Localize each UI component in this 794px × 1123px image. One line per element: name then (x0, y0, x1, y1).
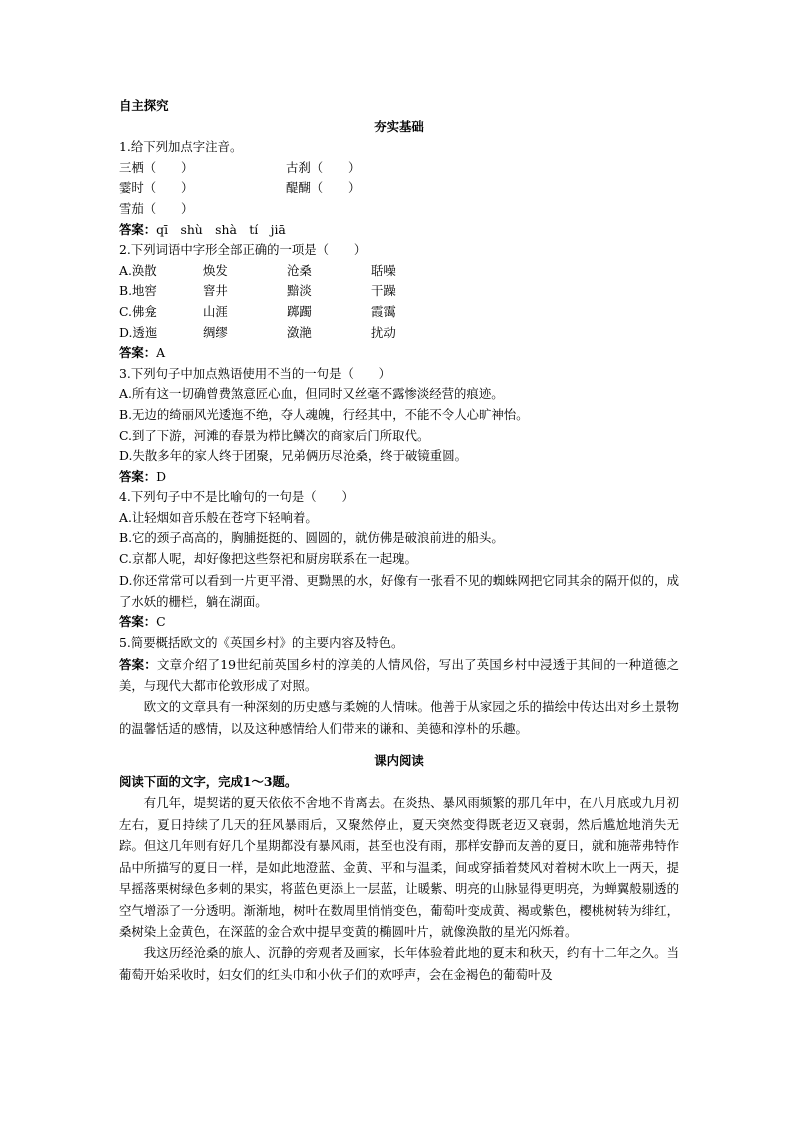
q1-item: 古刹（ ） (286, 159, 361, 175)
q4-option: D.你还常常可以看到一片更平滑、更黝黑的水，好像有一张看不见的蜘蛛网把它同其余的隔开似的，成了水妖的栅栏，躺在湖面。 (119, 572, 679, 610)
reading-paragraph: 我这历经沧桑的旅人、沉静的旁观者及画家，长年体验着此地的夏末和秋天，约有十二年之久。当葡萄开始采收时，妇女们的红头巾和小伙子们的欢呼声，会在金褐色的葡萄叶及 (119, 945, 679, 982)
subsection-title: 夯实基础 (374, 118, 424, 134)
q1-row (119, 178, 679, 199)
q2-stem: 2.下列词语中字形全部正确的一项是（ ） (119, 242, 367, 258)
option-word: 霞霭 (371, 303, 396, 319)
q2-option (119, 261, 679, 282)
q3-option: D.失散多年的家人终于团聚，兄弟俩历尽沧桑，终于破镜重圆。 (119, 448, 467, 464)
q3-stem: 3.下列句子中加点熟语使用不当的一句是（ ） (119, 365, 392, 381)
q5-answer (119, 654, 679, 697)
subsection-title: 课内阅读 (374, 753, 424, 769)
q1-item: 霎时（ ） (119, 180, 194, 196)
option-word: B.地窖 (119, 283, 157, 299)
answer-text: D (156, 468, 167, 484)
q1-row (119, 199, 679, 220)
q1-item: 三栖（ ） (119, 159, 194, 175)
q3-answer (119, 467, 679, 488)
spacer (119, 739, 679, 751)
q1-item: 雪茄（ ） (119, 200, 194, 216)
reading-paragraph: 有几年，堤契诺的夏天依依不舍地不肯离去。在炎热、暴风雨频繁的那几年中，在八月底或九月初左右，夏日持续了几天的狂风暴雨后，又聚然停止，夏天突然变得既老迈又衰弱，然后尴尬地消失无踪。但这几年则有好几个星期都没有暴风雨，甚至也没有雨，那样安静而友善的夏日，就和施蒂弗特作品中所描写的夏日一样，是如此地澄蓝、金黄、平和与温柔，间或穿插着焚风对着树木吹上一两天，提早摇落栗树绿色多刺的果实，将蓝色更添上一层蓝，让暖紫、明亮的山脉显得更明亮，为蝉翼般剔透的空气增添了一分透明。渐渐地，树叶在数周里悄悄变色，葡萄叶变成黄、褐或紫色，樱桃树转为绯红，桑树染上金黄色，在深蓝的金合欢中提早变黄的椭圆叶片，就像涣散的星光闪烁着。 (119, 795, 679, 939)
q4-option: B.它的颈子高高的，胸脯挺挺的、圆圆的，就仿佛是破浪前进的船头。 (119, 530, 504, 546)
q1-item: 醍醐（ ） (286, 180, 361, 196)
option-word: 扰动 (371, 324, 396, 340)
q2-option (119, 302, 679, 323)
section-title: 自主探究 (119, 98, 169, 113)
answer-text: A (156, 345, 166, 361)
q2-answer (119, 343, 679, 364)
q4-option: C.京都人呢，却好像把这些祭祀和厨房联系在一起瑰。 (119, 551, 417, 567)
q4-stem: 4.下列句子中不是比喻句的一句是（ ） (119, 489, 354, 505)
answer-label: 答案： (119, 345, 157, 361)
document-page (119, 96, 679, 985)
q5-extra: 欧文的文章具有一种深刻的历史感与柔婉的人情味。他善于从家园之乐的描绘中传达出对乡土景物的温馨恬适的感情，以及这种感情给人们带来的谦和、美德和淳朴的乐趣。 (119, 699, 679, 736)
q1-row (119, 158, 679, 179)
option-word: 踯躅 (287, 303, 312, 319)
option-word: 沧桑 (287, 262, 312, 278)
option-word: A.涣散 (119, 262, 157, 278)
q3-option: C.到了下游，河滩的春景为栉比鳞次的商家后门所取代。 (119, 427, 430, 443)
reading-instruction: 阅读下面的文字，完成1～3题。 (119, 773, 298, 789)
answer-label: 答案： (119, 656, 157, 672)
q4-option: A.让轻烟如音乐般在苍穹下轻响着。 (119, 509, 318, 525)
q2-option (119, 281, 679, 302)
option-word: 干躁 (371, 283, 396, 299)
answer-text: qī shù shà tí jiā (156, 221, 286, 237)
option-word: 绸缪 (203, 324, 228, 340)
q1-stem: 1.给下列加点字注音。 (119, 139, 243, 155)
option-word: 窨井 (203, 283, 228, 299)
q1-answer (119, 220, 679, 241)
q2-option (119, 323, 679, 344)
answer-text: 文章介绍了19世纪前英国乡村的淳美的人情风俗，写出了英国乡村中浸透于其间的一种道德之美，与现代大都市伦敦形成了对照。 (119, 656, 679, 694)
option-word: 山涯 (203, 303, 228, 319)
q5-stem: 5.简要概括欧文的《英国乡村》的主要内容及特色。 (119, 635, 404, 651)
q3-option: A.所有这一切确曾费煞意匠心血，但同时又丝毫不露惨淡经营的痕迹。 (119, 386, 504, 402)
option-word: 潋滟 (287, 324, 312, 340)
option-word: D.透迤 (119, 324, 158, 340)
answer-label: 答案： (119, 221, 157, 237)
q3-option: B.无边的绮丽风光逶迤不绝，夺人魂魄，行经其中，不能不令人心旷神怡。 (119, 406, 529, 422)
option-word: C.佛龛 (119, 303, 157, 319)
option-word: 聒噪 (371, 262, 396, 278)
q4-answer (119, 612, 679, 633)
option-word: 焕发 (203, 262, 228, 278)
answer-text: C (156, 614, 166, 630)
answer-label: 答案： (119, 614, 157, 630)
option-word: 黯淡 (287, 283, 312, 299)
answer-label: 答案： (119, 468, 157, 484)
